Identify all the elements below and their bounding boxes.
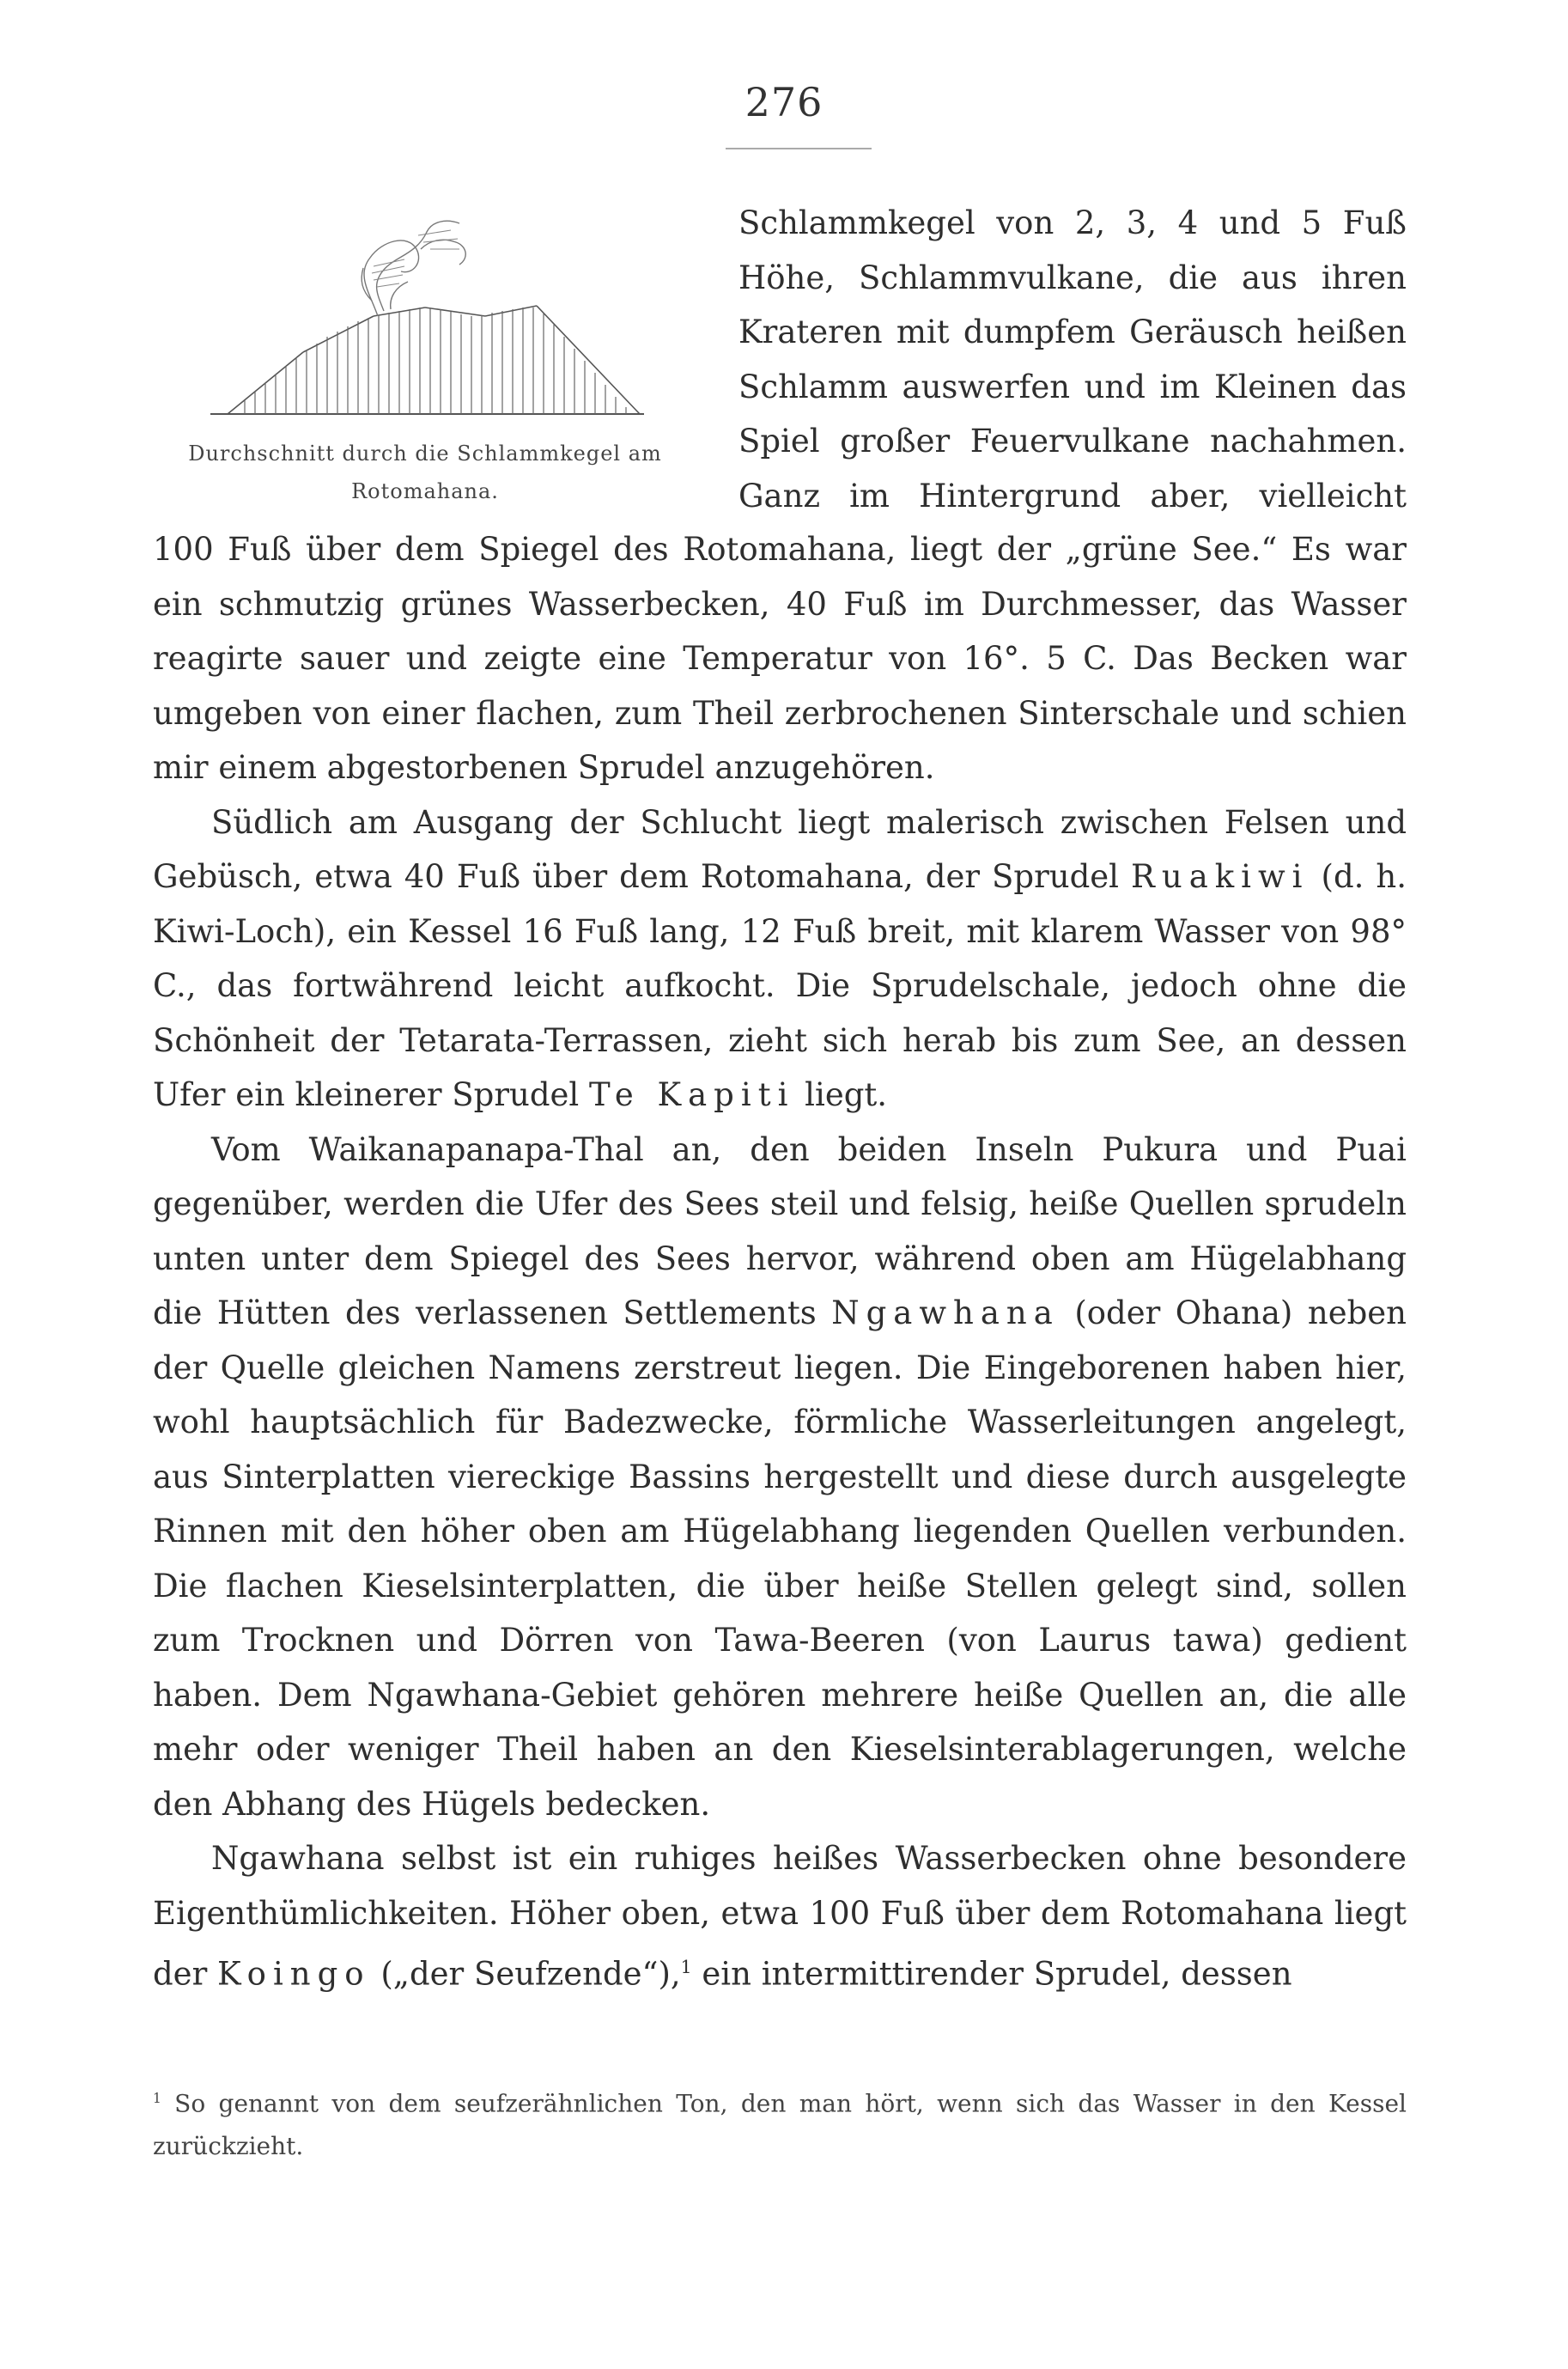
paragraph-2-text-c: liegt.: [794, 1076, 888, 1113]
text-line: Höhe, Schlammvulkane, die aus ihren: [738, 259, 1407, 296]
paragraph-2: [153, 795, 1407, 1123]
place-name-te-kapiti: Te Kapiti: [589, 1076, 795, 1113]
paragraph-3-text-a: Vom Waikanapanapa-Thal an, den beiden Inseln Pukura und Puai gegenüber, werden die Ufer des Sees steil und felsig, heiße Quellen sprudeln unten unter dem Spiegel des Sees hervor, während oben am Hügelabhang die Hütten des verlassenen Settlements: [153, 1130, 1407, 1331]
figure-caption-line-2: Rotomahana.: [351, 479, 499, 503]
paragraph-2-text-b: (d. h. Kiwi-Loch), ein Kessel 16 Fuß lang, 12 Fuß breit, mit klarem Wasser von 98° C., das fortwährend leicht aufkocht. Die Sprudelschale, jedoch ohne die Schönheit der Tetarata-Terrassen, zieht sich herab bis zum See, an dessen Ufer ein kleinerer Sprudel: [153, 858, 1407, 1113]
text-line: Schlamm auswerfen und im Kleinen das: [738, 368, 1407, 405]
figure-caption: [150, 435, 700, 510]
place-name-ruakiwi: Ruakiwi: [1131, 858, 1310, 895]
paragraph-4-text-c: ein intermittirender Sprudel, dessen: [691, 1955, 1292, 1993]
header-rule: [726, 148, 872, 149]
text-line: Ganz im Hintergrund aber, vielleicht: [738, 477, 1407, 515]
place-name-ngawhana: Ngawhana: [831, 1294, 1060, 1331]
paragraph-4-text-a: Ngawhana selbst ist ein ruhiges heißes Wasserbecken ohne besondere Eigenthümlichkeiten. Höher oben, etwa 100 Fuß über dem Rotomahana liegt der: [153, 1840, 1407, 1993]
text-line: Schlammkegel von 2, 3, 4 und 5 Fuß: [738, 204, 1407, 241]
footnote-marker: 1: [153, 2091, 161, 2106]
text-line: Spiel großer Feuervulkane nachahmen.: [738, 423, 1407, 460]
mud-cone-cross-section-icon: [202, 215, 648, 429]
paragraph-4-text-b: („der Seufzende“),: [370, 1955, 681, 1993]
paragraph-3: [153, 1123, 1407, 1832]
figure: [150, 215, 700, 507]
place-name-koingo: Koingo: [217, 1955, 371, 1993]
body-text: [153, 522, 1407, 2001]
figure-caption-line-1: Durchschnitt durch die Schlammkegel am: [188, 442, 662, 466]
paragraph-3-text-b: (oder Ohana) neben der Quelle gleichen Namens zerstreut liegen. Die Eingeborenen haben hier, wohl hauptsächlich für Badezwecke, förmliche Wasserleitungen angelegt, aus Sinterplatten viereckige Bassins hergestellt und diese durch ausgelegte Rinnen mit den höher oben am Hügelabhang liegenden Quellen verbunden. Die flachen Kieselsinterplatten, die über heiße Stellen gelegt sind, sollen zum Trocknen und Dörren von Tawa-Beeren (von Laurus tawa) gedient haben. Dem Ngawhana-Gebiet gehören mehrere heiße Quellen an, die alle mehr oder weniger Theil haben an den Kieselsinterablagerungen, welche den Abhang des Hügels bedecken.: [153, 1294, 1407, 1823]
footnote-reference: 1: [680, 1957, 692, 1977]
paragraph-4: [153, 1831, 1407, 2001]
footnote: [153, 2077, 1407, 2168]
float-text: [738, 196, 1407, 523]
page-number: 276: [744, 79, 824, 125]
text-line: Krateren mit dumpfem Geräusch heißen: [738, 314, 1407, 350]
paragraph-2-text-a: Südlich am Ausgang der Schlucht liegt malerisch zwischen Felsen und Gebüsch, etwa 40 Fuß über dem Rotomahana, der Sprudel: [153, 803, 1407, 895]
paragraph-1-continuation: 100 Fuß über dem Spiegel des Rotomahana, liegt der „grüne See.“ Es war ein schmutzig grünes Wasserbecken, 40 Fuß im Durchmesser, das Wasser reagirte sauer und zeigte eine Temperatur von 16°. 5 C. Das Becken war umgeben von einer flachen, zum Theil zerbrochenen Sinterschale und schien mir einem abgestorbenen Sprudel anzugehören.: [153, 531, 1407, 786]
footnote-text: So genannt von dem seufzerähnlichen Ton, den man hört, wenn sich das Wasser in den Kessel zurückzieht.: [153, 2089, 1407, 2161]
